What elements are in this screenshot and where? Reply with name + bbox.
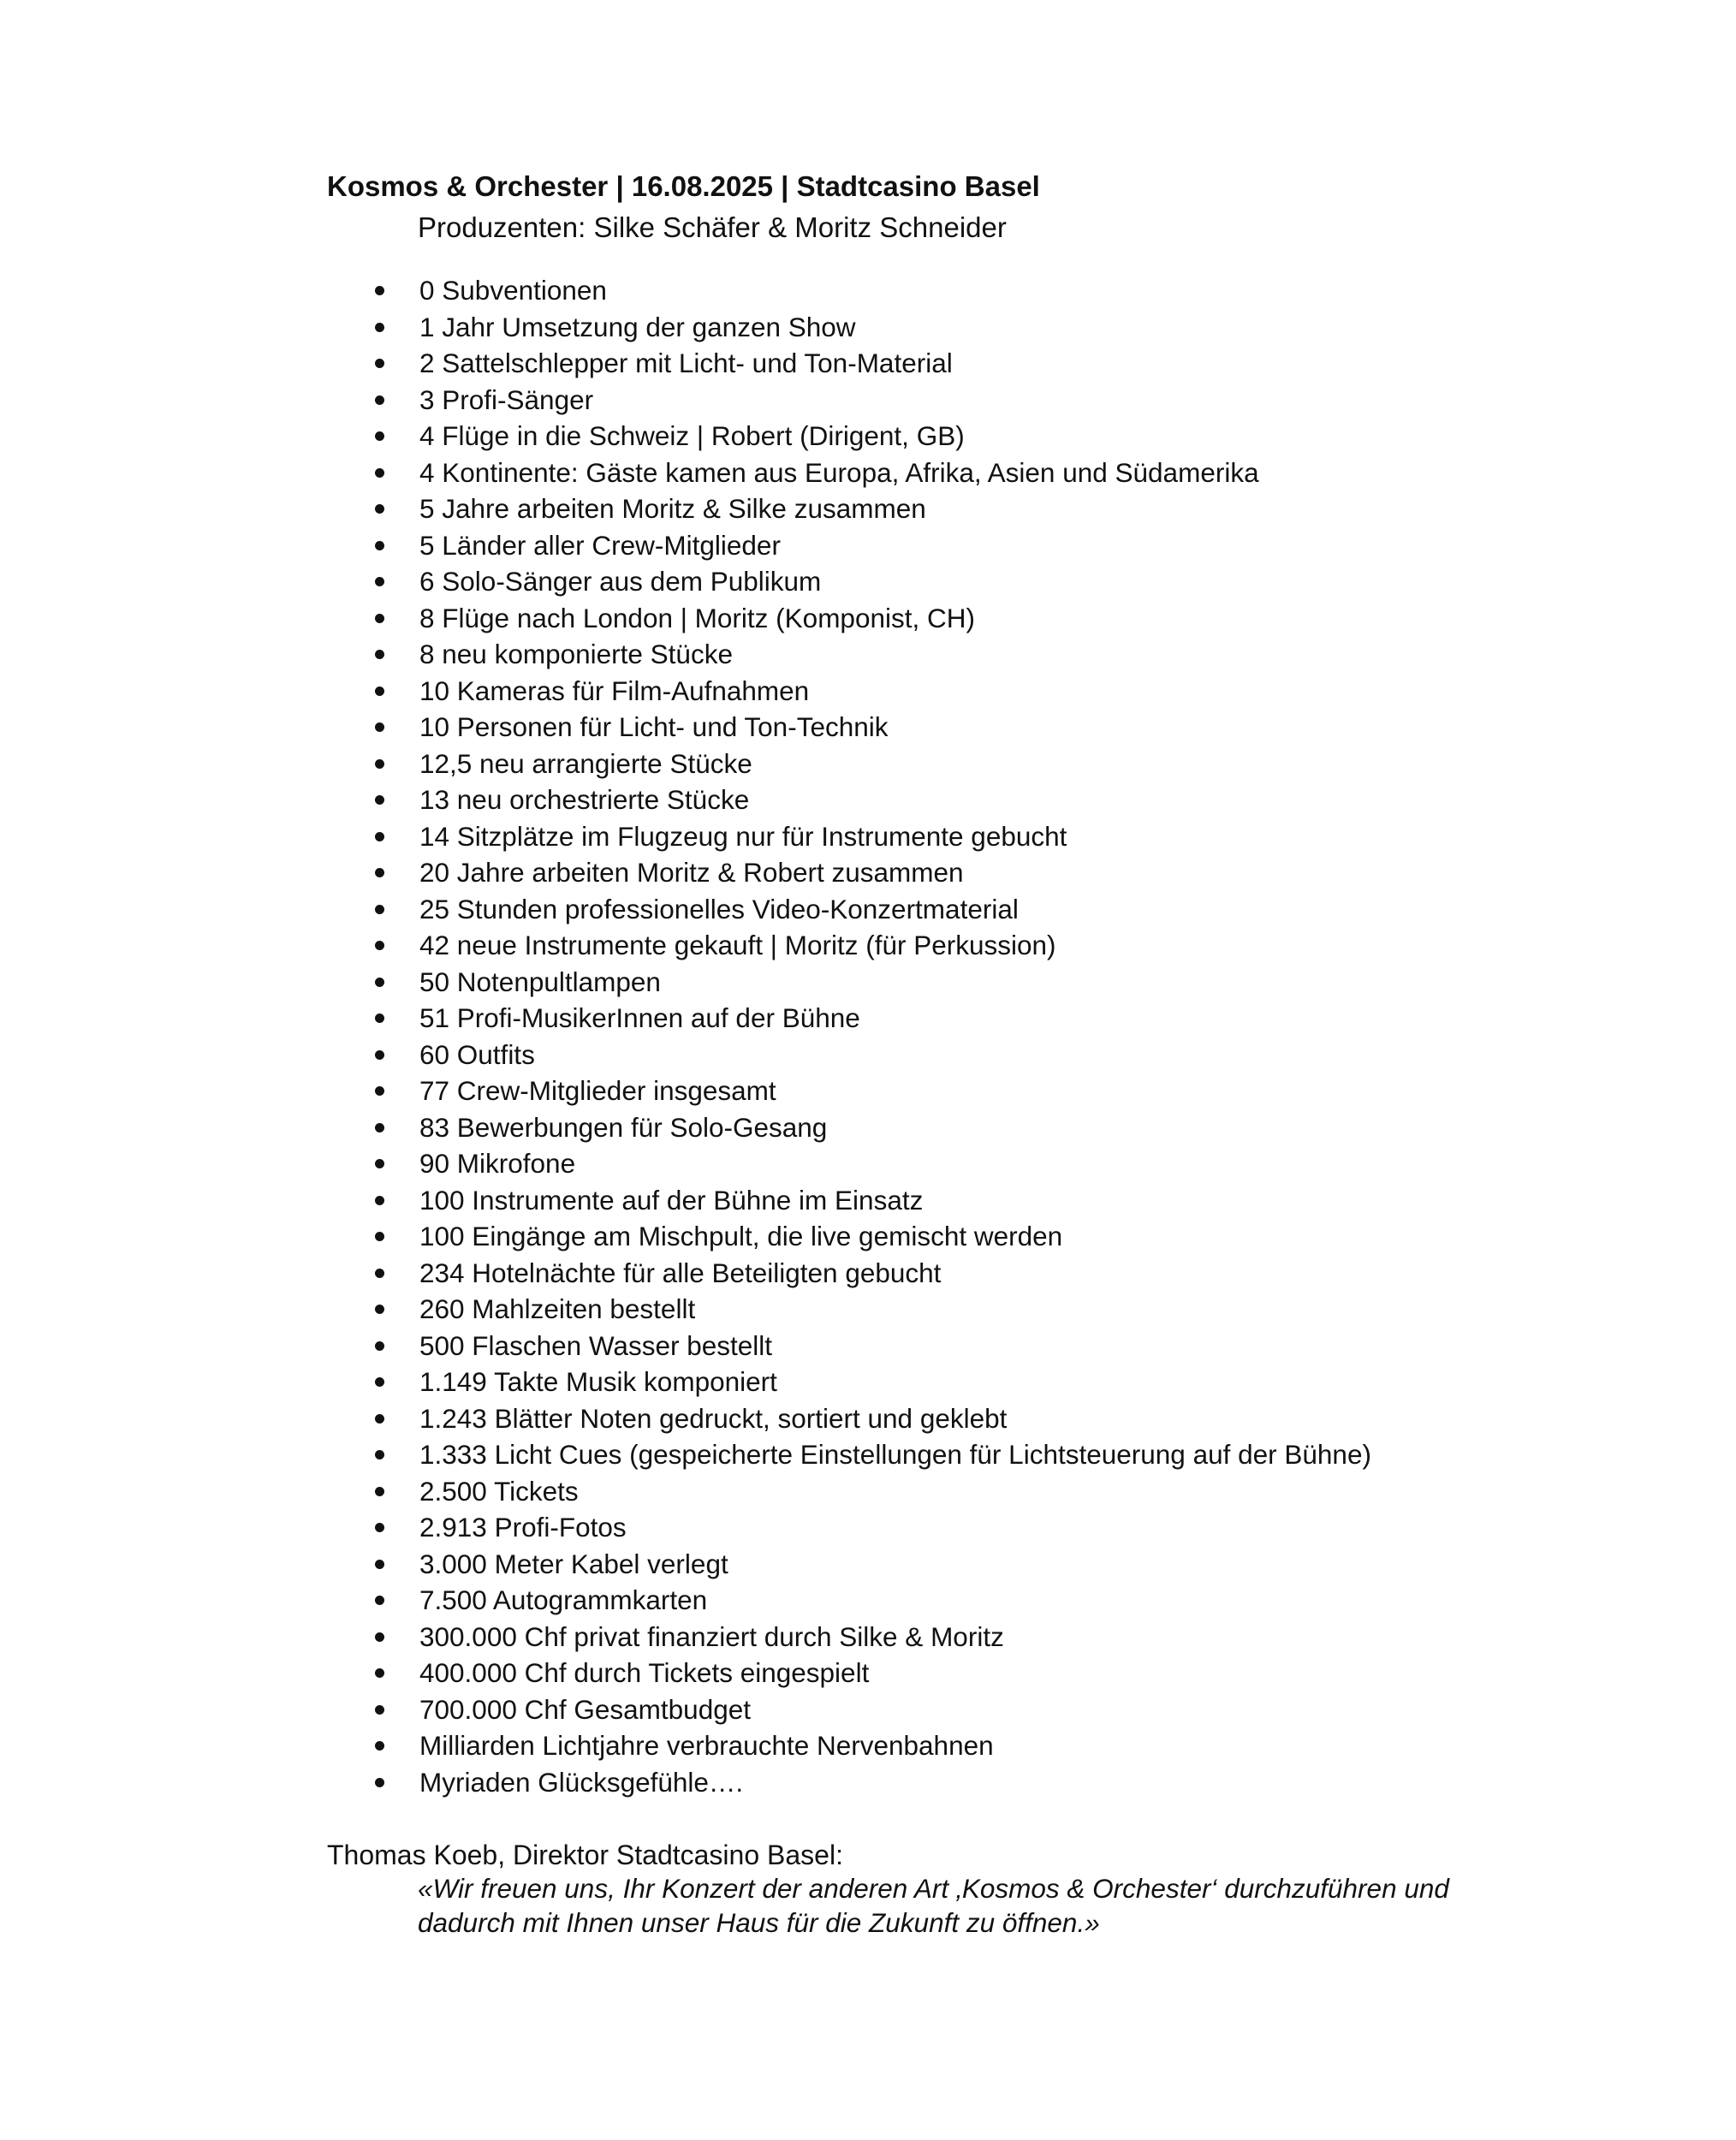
bullet-icon bbox=[375, 1269, 384, 1278]
bullet-icon bbox=[375, 1523, 384, 1532]
list-item-text: 2.500 Tickets bbox=[419, 1475, 579, 1507]
list-item-text: Milliarden Lichtjahre verbrauchte Nervenbahnen bbox=[419, 1730, 994, 1761]
list-item-text: 260 Mahlzeiten bestellt bbox=[419, 1293, 696, 1324]
producers-line: Produzenten: Silke Schäfer & Moritz Schneider bbox=[418, 211, 1007, 243]
bullet-icon bbox=[375, 614, 384, 623]
list-item-text: 1.149 Takte Musik komponiert bbox=[419, 1366, 777, 1397]
list-item-text: 77 Crew-Mitglieder insgesamt bbox=[419, 1075, 776, 1106]
bullet-icon bbox=[375, 395, 384, 405]
bullet-icon bbox=[375, 577, 384, 586]
bullet-icon bbox=[375, 868, 384, 877]
bullet-icon bbox=[375, 1778, 384, 1787]
document-title: Kosmos & Orchester | 16.08.2025 | Stadtcasino Basel bbox=[327, 170, 1040, 202]
list-item-text: 10 Personen für Licht- und Ton-Technik bbox=[419, 711, 889, 742]
list-item-text: 50 Notenpultlampen bbox=[419, 966, 661, 997]
list-item-text: 83 Bewerbungen für Solo-Gesang bbox=[419, 1111, 828, 1143]
list-item-text: 700.000 Chf Gesamtbudget bbox=[419, 1693, 752, 1725]
bullet-icon bbox=[375, 1014, 384, 1023]
bullet-icon bbox=[375, 1450, 384, 1459]
list-item-text: 8 neu komponierte Stücke bbox=[419, 639, 733, 669]
list-item-text: 20 Jahre arbeiten Moritz & Robert zusammen bbox=[419, 857, 964, 888]
bullet-icon bbox=[375, 1560, 384, 1569]
quote-author: Thomas Koeb, Direktor Stadtcasino Basel: bbox=[327, 1840, 843, 1870]
list-item-text: 3.000 Meter Kabel verlegt bbox=[419, 1548, 728, 1579]
bullet-icon bbox=[375, 541, 384, 550]
list-item-text: 4 Flüge in die Schweiz | Robert (Dirigent, GB) bbox=[419, 420, 965, 451]
bullet-icon bbox=[375, 1086, 384, 1096]
list-item-text: 4 Kontinente: Gäste kamen aus Europa, Afrika, Asien und Südamerika bbox=[419, 456, 1259, 488]
bullet-icon bbox=[375, 504, 384, 514]
bullet-icon bbox=[375, 832, 384, 841]
list-item-text: 12,5 neu arrangierte Stücke bbox=[419, 747, 752, 779]
list-item-text: 60 Outfits bbox=[419, 1038, 535, 1070]
bullet-icon bbox=[375, 1414, 384, 1424]
bullet-icon bbox=[375, 1159, 384, 1168]
bullet-icon bbox=[375, 978, 384, 987]
quote-text bbox=[418, 1871, 1531, 1940]
list-item-text: 100 Eingänge am Mischpult, die live gemischt werden bbox=[419, 1221, 1063, 1251]
list-item-text: 234 Hotelnächte für alle Beteiligten gebucht bbox=[419, 1257, 942, 1288]
bullet-icon bbox=[375, 1050, 384, 1060]
bullet-icon bbox=[375, 1632, 384, 1642]
list-item-text: 1.243 Blätter Noten gedruckt, sortiert und geklebt bbox=[419, 1402, 1008, 1434]
bullet-icon bbox=[375, 1705, 384, 1715]
bullet-icon bbox=[375, 1232, 384, 1241]
list-item-text: 1 Jahr Umsetzung der ganzen Show bbox=[419, 311, 856, 342]
bullet-icon bbox=[375, 1341, 384, 1351]
list-item-text: 0 Subventionen bbox=[419, 275, 607, 306]
list-item-text: 90 Mikrofone bbox=[419, 1148, 576, 1179]
bullet-icon bbox=[375, 1668, 384, 1678]
bullet-icon bbox=[375, 286, 384, 295]
list-item-text: 25 Stunden professionelles Video-Konzertmaterial bbox=[419, 893, 1019, 924]
list-item-text: 500 Flaschen Wasser bestellt bbox=[419, 1329, 773, 1361]
list-item-text: 5 Jahre arbeiten Moritz & Silke zusammen bbox=[419, 493, 926, 524]
list-item-text: Myriaden Glücksgefühle…. bbox=[419, 1766, 744, 1798]
bullet-icon bbox=[375, 1377, 384, 1387]
bullet-icon bbox=[375, 1305, 384, 1314]
bullet-icon bbox=[375, 431, 384, 441]
quote-line: «Wir freuen uns, Ihr Konzert der anderen Art ‚Kosmos & Orchester‘ durchzuführen und bbox=[418, 1873, 1449, 1904]
bullet-icon bbox=[375, 1596, 384, 1605]
bullet-icon bbox=[375, 1741, 384, 1751]
list-item-text: 13 neu orchestrierte Stücke bbox=[419, 784, 750, 815]
list-item-text: 5 Länder aller Crew-Mitglieder bbox=[419, 529, 781, 561]
list-item-text: 7.500 Autogrammkarten bbox=[419, 1584, 708, 1615]
list-item-text: 2.913 Profi-Fotos bbox=[419, 1512, 627, 1543]
bullet-icon bbox=[375, 650, 384, 659]
list-item-text: 400.000 Chf durch Tickets eingespielt bbox=[419, 1657, 870, 1688]
bullet-icon bbox=[375, 1196, 384, 1205]
list-item-text: 42 neue Instrumente gekauft | Moritz (für Perkussion) bbox=[419, 930, 1056, 960]
list-item-text: 8 Flüge nach London | Moritz (Komponist, CH) bbox=[419, 602, 975, 633]
bullet-icon bbox=[375, 323, 384, 332]
list-item-text: 2 Sattelschlepper mit Licht- und Ton-Material bbox=[419, 348, 953, 378]
list-item-text: 6 Solo-Sänger aus dem Publikum bbox=[419, 566, 822, 597]
list-item-text: 14 Sitzplätze im Flugzeug nur für Instrumente gebucht bbox=[419, 820, 1067, 852]
bullet-icon bbox=[375, 905, 384, 914]
bullet-icon bbox=[375, 468, 384, 478]
list-item-text: 300.000 Chf privat finanziert durch Silke & Moritz bbox=[419, 1620, 1004, 1652]
bullet-icon bbox=[375, 722, 384, 732]
bullet-icon bbox=[375, 795, 384, 805]
bullet-icon bbox=[375, 941, 384, 950]
bullet-icon bbox=[375, 1123, 384, 1132]
list-item-text: 10 Kameras für Film-Aufnahmen bbox=[419, 675, 810, 706]
bullet-icon bbox=[375, 687, 384, 696]
bullet-icon bbox=[375, 759, 384, 769]
list-item-text: 3 Profi-Sänger bbox=[419, 383, 594, 415]
bullet-icon bbox=[375, 359, 384, 368]
quote-line: dadurch mit Ihnen unser Haus für die Zukunft zu öffnen.» bbox=[418, 1907, 1100, 1938]
list-item-text: 51 Profi-MusikerInnen auf der Bühne bbox=[419, 1002, 860, 1033]
list-item-text: 1.333 Licht Cues (gespeicherte Einstellungen für Lichtsteuerung auf der Bühne) bbox=[419, 1439, 1371, 1470]
list-item-text: 100 Instrumente auf der Bühne im Einsatz bbox=[419, 1184, 924, 1216]
bullet-icon bbox=[375, 1487, 384, 1496]
